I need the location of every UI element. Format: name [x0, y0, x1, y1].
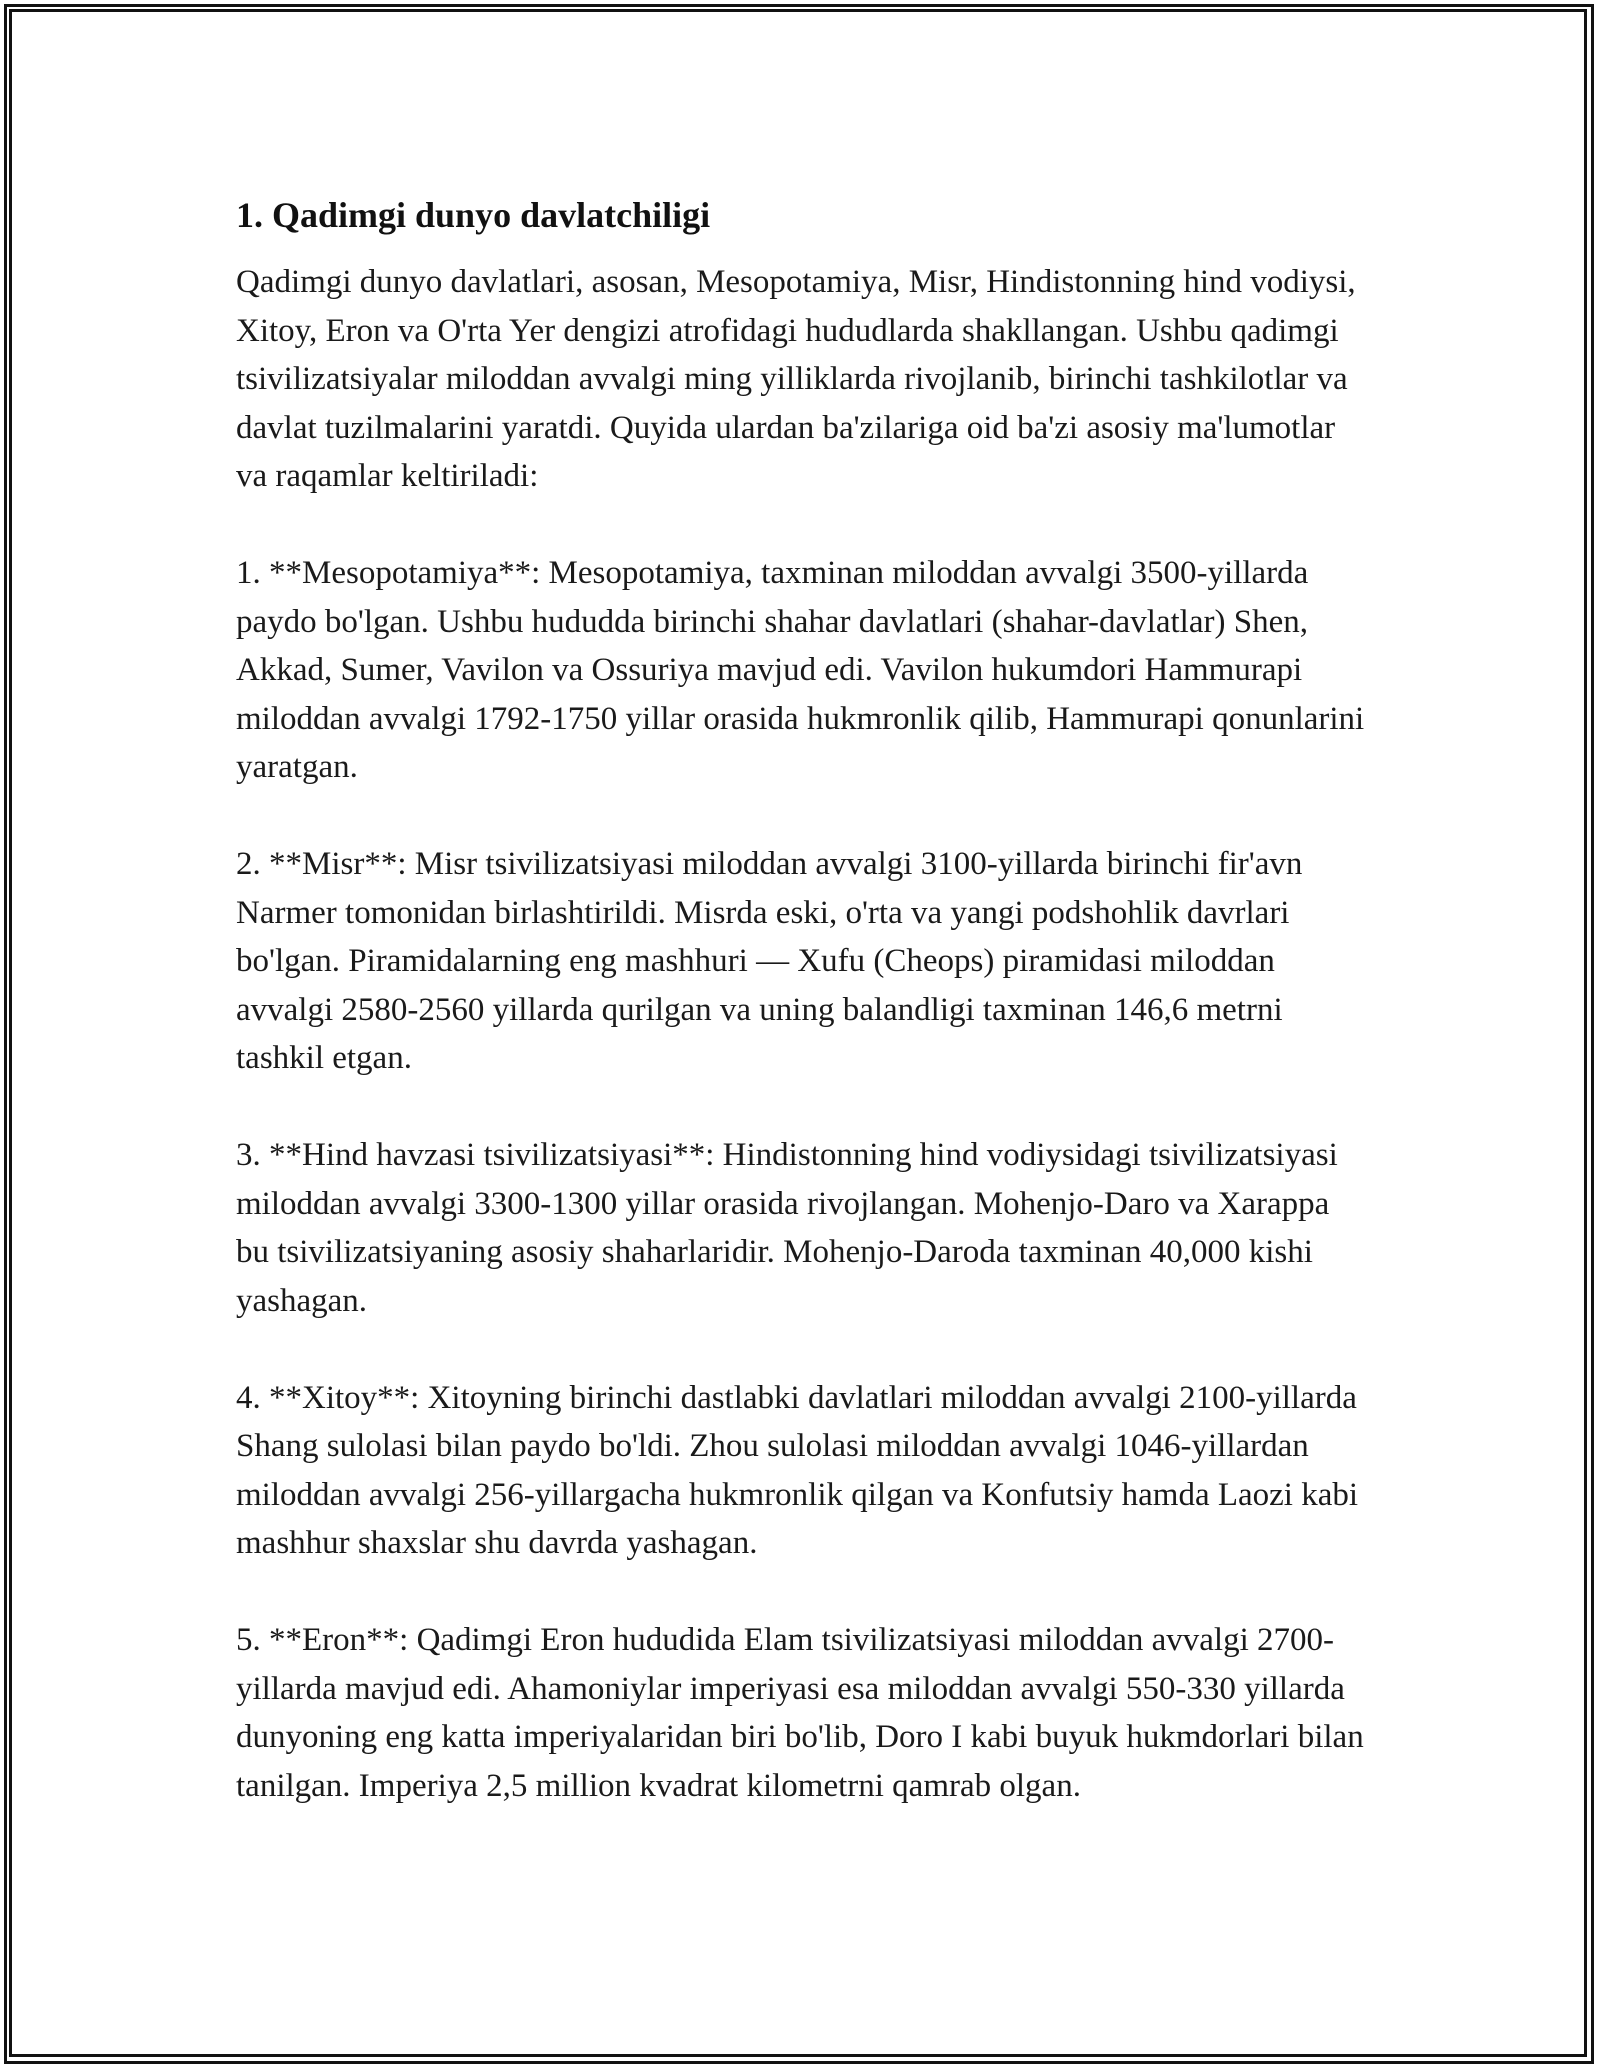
- section-xitoy: 4. **Xitoy**: Xitoyning birinchi dastlabki davlatlari miloddan avvalgi 2100-yillarda Shang sulolasi bilan paydo bo'ldi. Zhou sulolasi miloddan avvalgi 1046-yillardan miloddan avvalgi 256-yillargacha hukmronlik qilgan va Konfutsiy hamda Laozi kabi mashhur shaxslar shu davrda yashagan.: [236, 1379, 1359, 1561]
- section-hind-havzasi: 3. **Hind havzasi tsivilizatsiyasi**: Hindistonning hind vodiysidagi tsivilizatsiyasi miloddan avvalgi 3300-1300 yillar orasida rivojlangan. Mohenjo-Daro va Xarappa bu tsivilizatsiyaning asosiy shaharlaridir. Mohenjo-Daroda taxminan 40,000 kishi yashagan.: [236, 1137, 1338, 1319]
- document-body: [236, 186, 1366, 1859]
- intro-paragraph: Qadimgi dunyo davlatlari, asosan, Mesopotamiya, Misr, Hindistonning hind vodiysi, Xitoy, Eron va O'rta Yer dengizi atrofidagi hududlarda shakllangan. Ushbu qadimgi tsivilizatsiyalar miloddan avvalgi ming yilliklarda rivojlanib, birinchi tashkilotlar va davlat tuzilmalarini yaratdi. Quyida ulardan ba'zilariga oid ba'zi asosiy ma'lumotlar va raqamlar keltiriladi:: [236, 264, 1356, 494]
- section-mesopotamiya: 1. **Mesopotamiya**: Mesopotamiya, taxminan miloddan avvalgi 3500-yillarda paydo bo'lgan. Ushbu hududda birinchi shahar davlatlari (shahar-davlatlar) Shen, Akkad, Sumer, Vavilon va Ossuriya mavjud edi. Vavilon hukumdori Hammurapi miloddan avvalgi 1792-1750 yillar orasida hukmronlik qilib, Hammurapi qonunlarini yaratgan.: [236, 555, 1365, 785]
- section-misr: 2. **Misr**: Misr tsivilizatsiyasi miloddan avvalgi 3100-yillarda birinchi fir'avn Narmer tomonidan birlashtirildi. Misrda eski, o'rta va yangi podshohlik davrlari bo'lgan. Piramidalarning eng mashhuri — Xufu (Cheops) piramidasi miloddan avvalgi 2580-2560 yillarda qurilgan va uning balandligi taxminan 146,6 metrni tashkil etgan.: [236, 846, 1303, 1076]
- document-title: 1. Qadimgi dunyo davlatchiligi: [236, 195, 711, 235]
- section-eron: 5. **Eron**: Qadimgi Eron hududida Elam tsivilizatsiyasi miloddan avvalgi 2700-yillarda mavjud edi. Ahamoniylar imperiyasi esa miloddan avvalgi 550-330 yillarda dunyoning eng katta imperiyalaridan biri bo'lib, Doro I kabi buyuk hukmdorlari bilan tanilgan. Imperiya 2,5 million kvadrat kilometrni qamrab olgan.: [236, 1622, 1364, 1804]
